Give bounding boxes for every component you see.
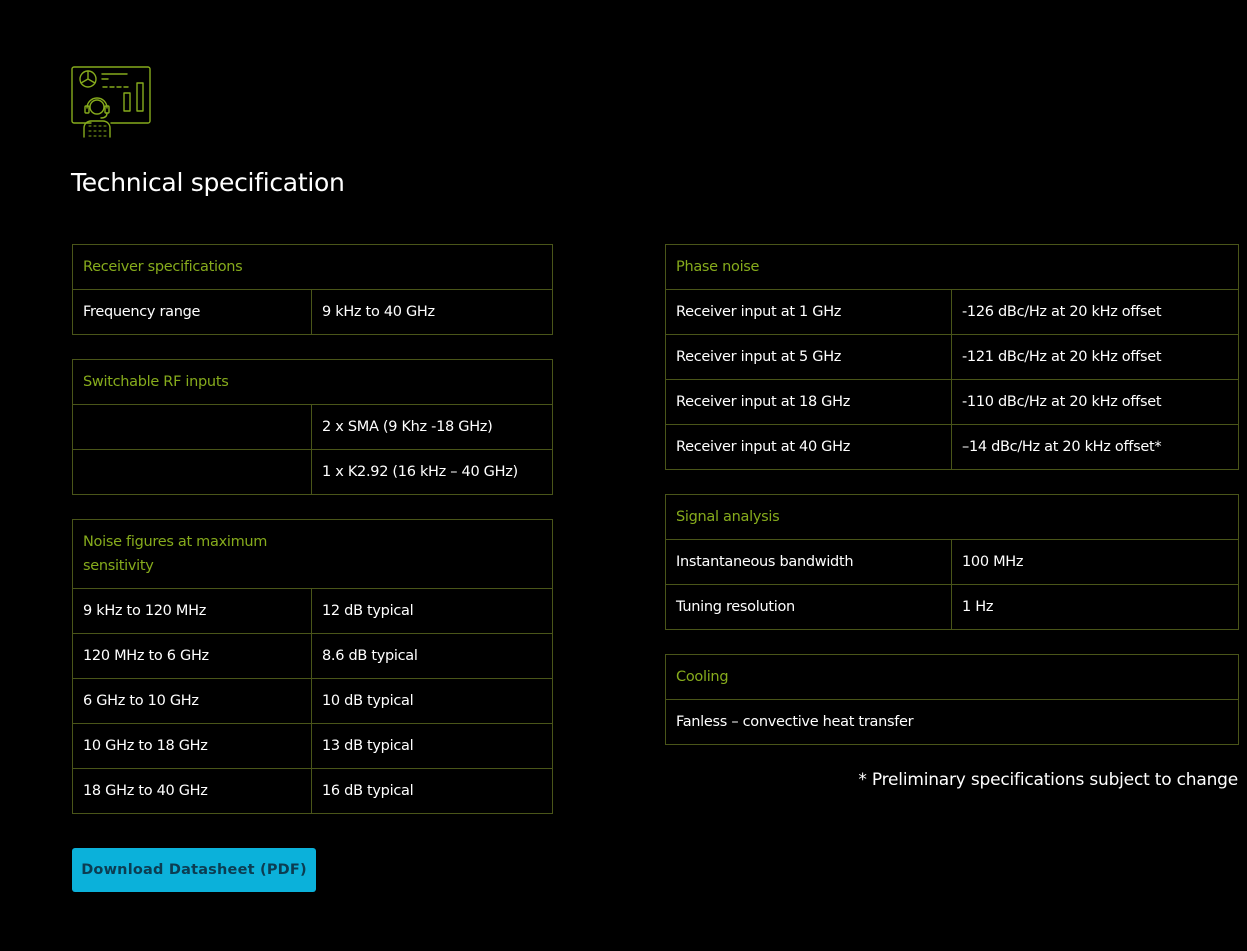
table-row bbox=[666, 380, 1239, 425]
table-row bbox=[666, 700, 1239, 745]
row-value: 2 x SMA (9 Khz -18 GHz) bbox=[312, 405, 553, 450]
row-label: 10 GHz to 18 GHz bbox=[73, 724, 312, 769]
table-row bbox=[666, 290, 1239, 335]
row-value: 9 kHz to 40 GHz bbox=[312, 290, 553, 335]
monitor-support-icon bbox=[71, 66, 152, 138]
receiver-spec-heading: Receiver specifications bbox=[73, 245, 553, 290]
row-value: -110 dBc/Hz at 20 kHz offset bbox=[952, 380, 1239, 425]
table-row bbox=[73, 769, 553, 814]
cooling-heading: Cooling bbox=[666, 655, 1239, 700]
row-label: Tuning resolution bbox=[666, 585, 952, 630]
row-label: 120 MHz to 6 GHz bbox=[73, 634, 312, 679]
row-value: 1 Hz bbox=[952, 585, 1239, 630]
noise-figures-table bbox=[72, 519, 553, 814]
row-value: 12 dB typical bbox=[312, 589, 553, 634]
receiver-spec-table bbox=[72, 244, 553, 335]
row-value: 100 MHz bbox=[952, 540, 1239, 585]
row-label: 18 GHz to 40 GHz bbox=[73, 769, 312, 814]
cooling-table bbox=[665, 654, 1239, 745]
noise-figures-heading bbox=[73, 520, 553, 589]
row-label: 6 GHz to 10 GHz bbox=[73, 679, 312, 724]
signal-analysis-table bbox=[665, 494, 1239, 630]
table-row bbox=[73, 589, 553, 634]
preliminary-footnote: * Preliminary specifications subject to change bbox=[858, 770, 1238, 790]
table-header-row bbox=[73, 520, 553, 589]
table-row bbox=[73, 634, 553, 679]
row-value: 13 dB typical bbox=[312, 724, 553, 769]
table-row bbox=[666, 585, 1239, 630]
row-label: Frequency range bbox=[73, 290, 312, 335]
row-label: Instantaneous bandwidth bbox=[666, 540, 952, 585]
phase-noise-table bbox=[665, 244, 1239, 470]
row-label bbox=[73, 450, 312, 495]
phase-noise-heading: Phase noise bbox=[666, 245, 1239, 290]
table-row bbox=[666, 540, 1239, 585]
table-header-row bbox=[666, 655, 1239, 700]
table-header-row bbox=[666, 245, 1239, 290]
table-row bbox=[73, 724, 553, 769]
table-row bbox=[666, 425, 1239, 470]
row-label: Receiver input at 40 GHz bbox=[666, 425, 952, 470]
row-label bbox=[73, 405, 312, 450]
table-row bbox=[73, 679, 553, 724]
rf-inputs-heading: Switchable RF inputs bbox=[73, 360, 553, 405]
table-header-row bbox=[73, 360, 553, 405]
row-value: 16 dB typical bbox=[312, 769, 553, 814]
row-value: 8.6 dB typical bbox=[312, 634, 553, 679]
page-title: Technical specification bbox=[71, 168, 345, 197]
row-value: –14 dBc/Hz at 20 kHz offset* bbox=[952, 425, 1239, 470]
table-row bbox=[666, 335, 1239, 380]
row-label: Receiver input at 18 GHz bbox=[666, 380, 952, 425]
table-row bbox=[73, 450, 553, 495]
row-label: Receiver input at 5 GHz bbox=[666, 335, 952, 380]
signal-analysis-heading: Signal analysis bbox=[666, 495, 1239, 540]
table-header-row bbox=[666, 495, 1239, 540]
row-value: -121 dBc/Hz at 20 kHz offset bbox=[952, 335, 1239, 380]
table-header-row bbox=[73, 245, 553, 290]
row-value: -126 dBc/Hz at 20 kHz offset bbox=[952, 290, 1239, 335]
row-label: Receiver input at 1 GHz bbox=[666, 290, 952, 335]
download-datasheet-button[interactable]: Download Datasheet (PDF) bbox=[72, 848, 316, 892]
rf-inputs-table bbox=[72, 359, 553, 495]
row-value: 1 x K2.92 (16 kHz – 40 GHz) bbox=[312, 450, 553, 495]
table-row bbox=[73, 290, 553, 335]
table-row bbox=[73, 405, 553, 450]
noise-figures-heading-text: Noise figures at maximum sensitivity bbox=[83, 534, 268, 574]
row-label: 9 kHz to 120 MHz bbox=[73, 589, 312, 634]
cooling-value: Fanless – convective heat transfer bbox=[666, 700, 1239, 745]
row-value: 10 dB typical bbox=[312, 679, 553, 724]
